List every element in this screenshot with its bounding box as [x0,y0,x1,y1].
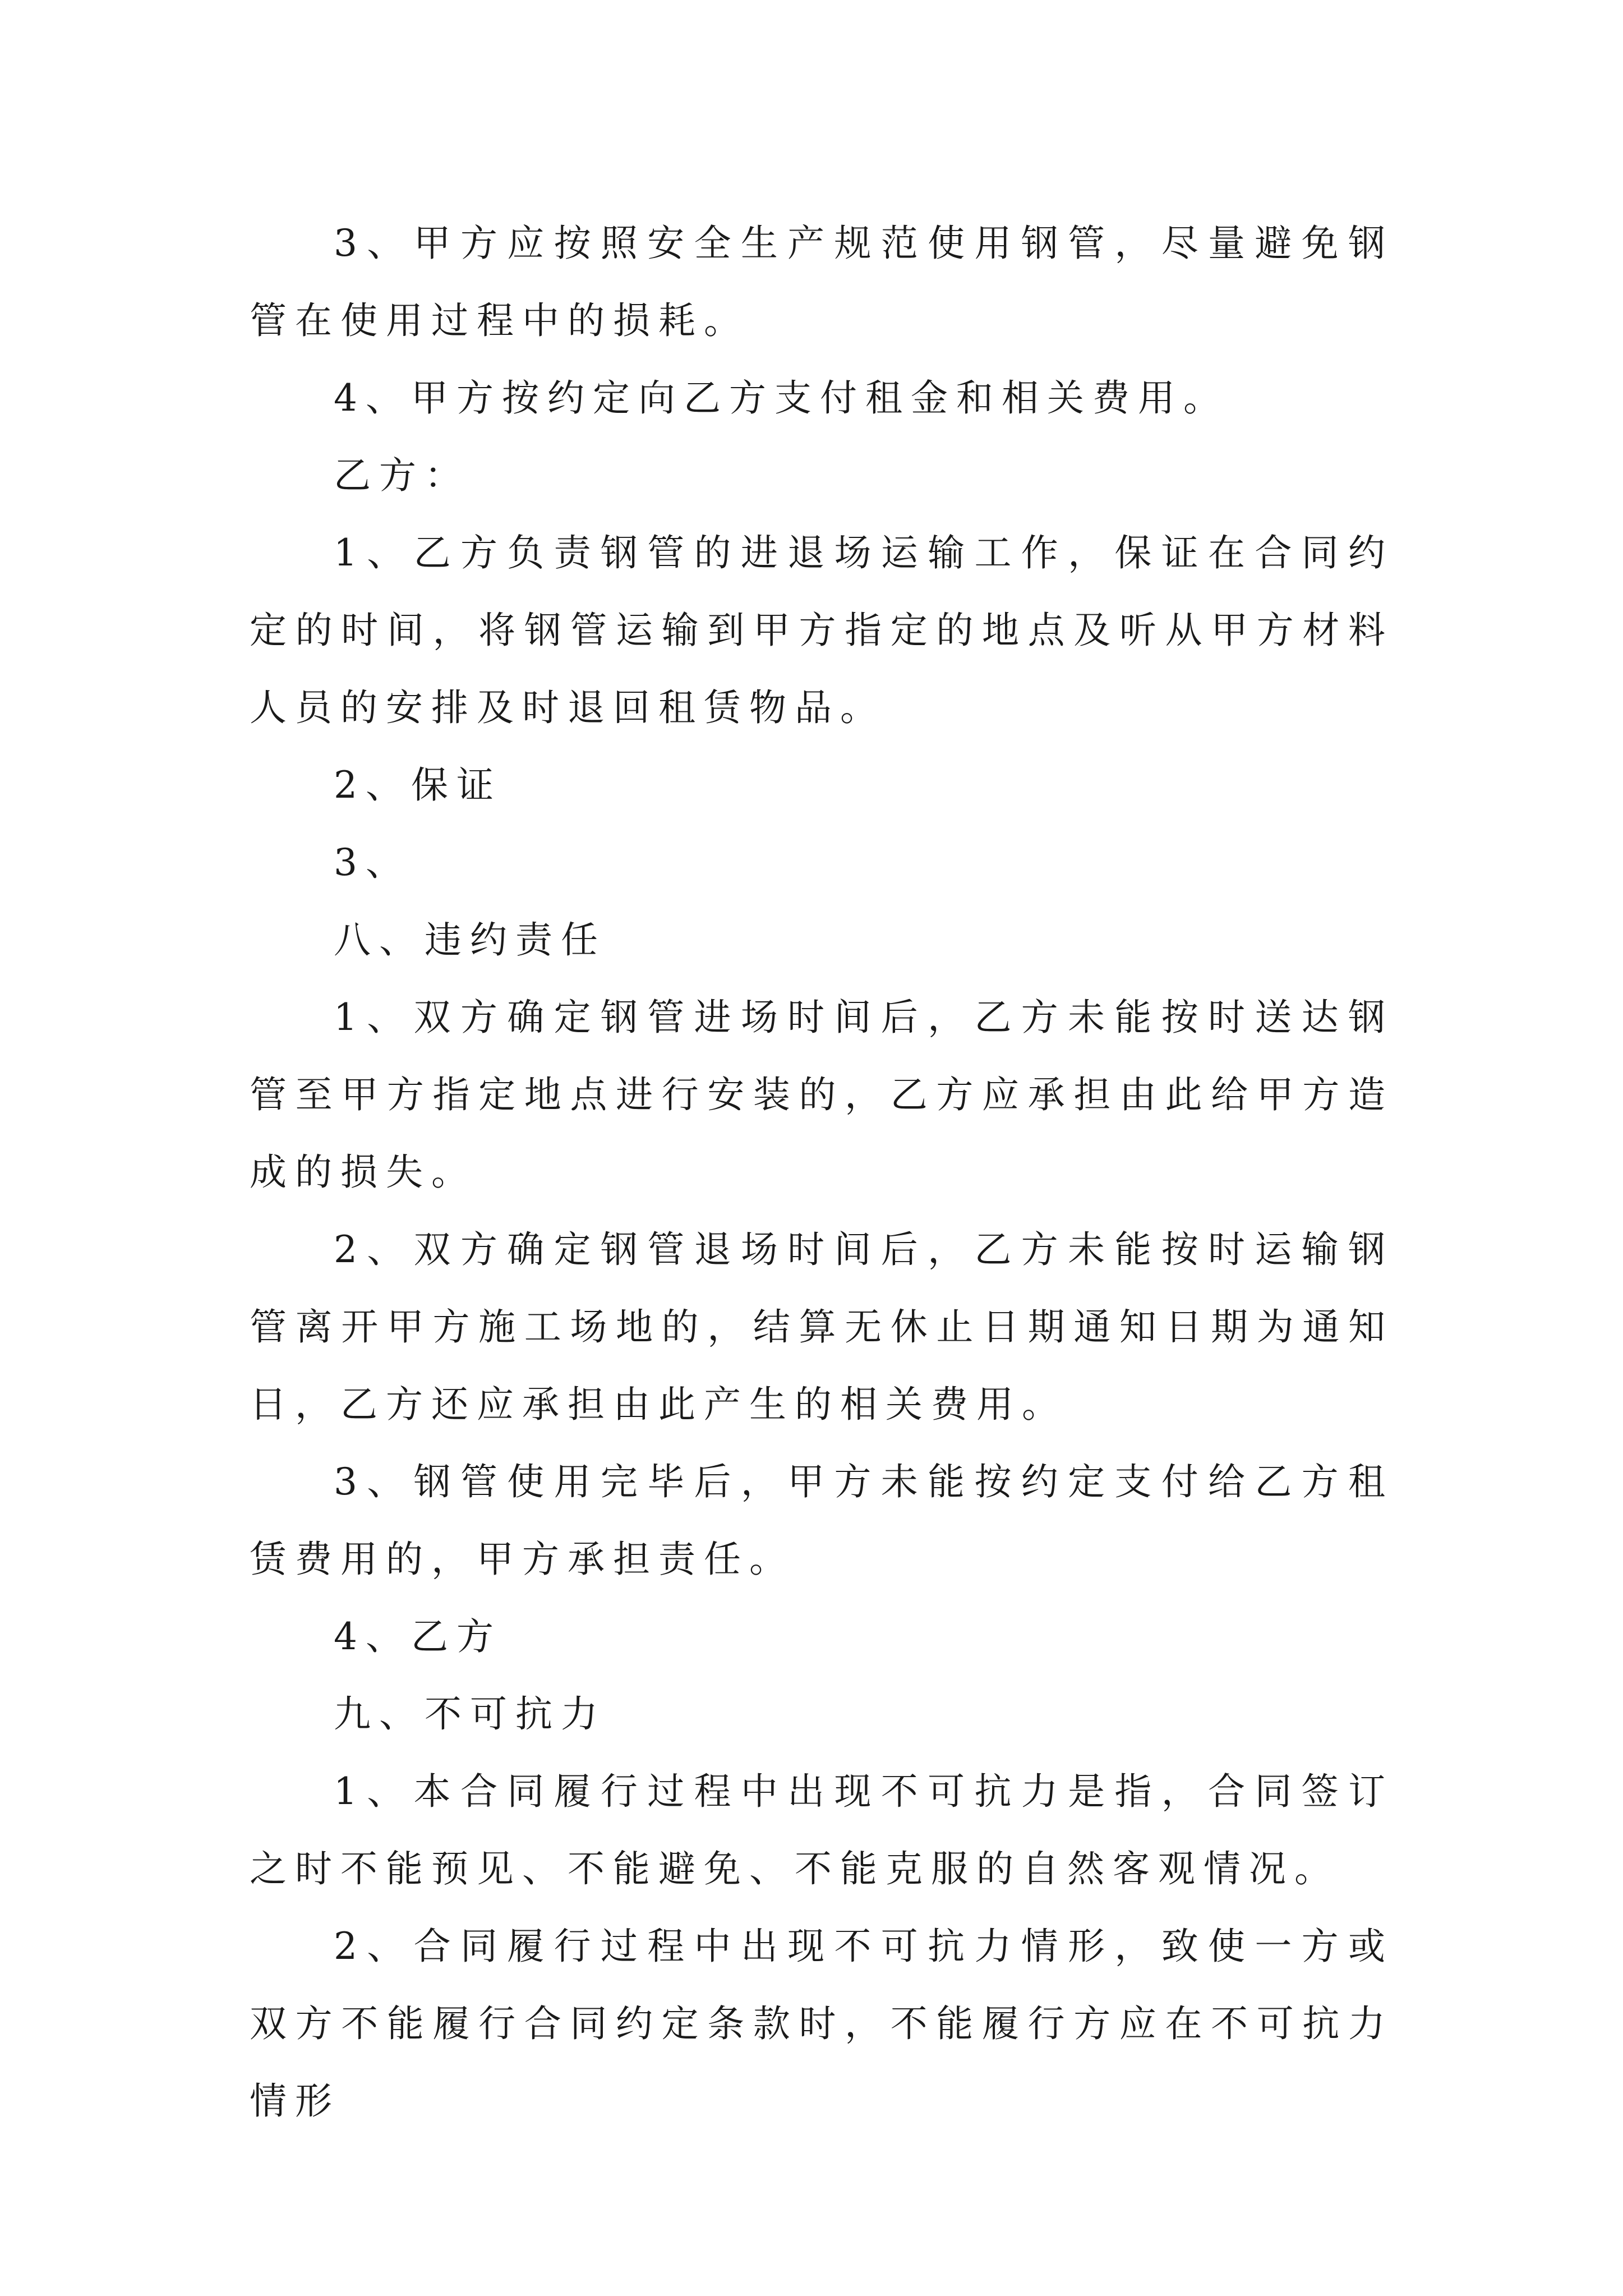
clause-paragraph: 3、甲方应按照安全生产规范使用钢管，尽量避免钢管在使用过程中的损耗。 [250,222,1394,342]
clause-paragraph: 2、保证 [334,763,502,807]
clause-paragraph: 4、甲方按约定向乙方支付租金和相关费用。 [334,376,1229,420]
clause-paragraph: 3、钢管使用完毕后，甲方未能按约定支付给乙方租赁费用的，甲方承担责任。 [250,1460,1394,1581]
clause-paragraph: 1、本合同履行过程中出现不可抗力是指，合同签订之时不能预见、不能避免、不能克服的自然客观情况。 [250,1770,1394,1890]
section-heading: 八、违约责任 [334,918,606,961]
clause-paragraph: 1、乙方负责钢管的进退场运输工作，保证在合同约定的时间，将钢管运输到甲方指定的地点及听从甲方材料人员的安排及时退回租赁物品。 [250,531,1394,729]
clause-paragraph: 2、双方确定钢管退场时间后，乙方未能按时运输钢管离开甲方施工场地的，结算无休止日期通知日期为通知日，乙方还应承担由此产生的相关费用。 [250,1228,1394,1426]
document-page [250,205,1394,2140]
clause-paragraph: 2、合同履行过程中出现不可抗力情形，致使一方或双方不能履行合同约定条款时，不能履行方应在不可抗力情形 [250,1925,1394,2123]
clause-paragraph: 3、 [334,841,411,884]
clause-paragraph: 1、双方确定钢管进场时间后，乙方未能按时送达钢管至甲方指定地点进行安装的，乙方应承担由此给甲方造成的损失。 [250,996,1394,1194]
section-heading: 九、不可抗力 [334,1692,606,1736]
clause-paragraph: 4、乙方 [334,1615,502,1658]
party-heading: 乙方： [334,454,470,497]
